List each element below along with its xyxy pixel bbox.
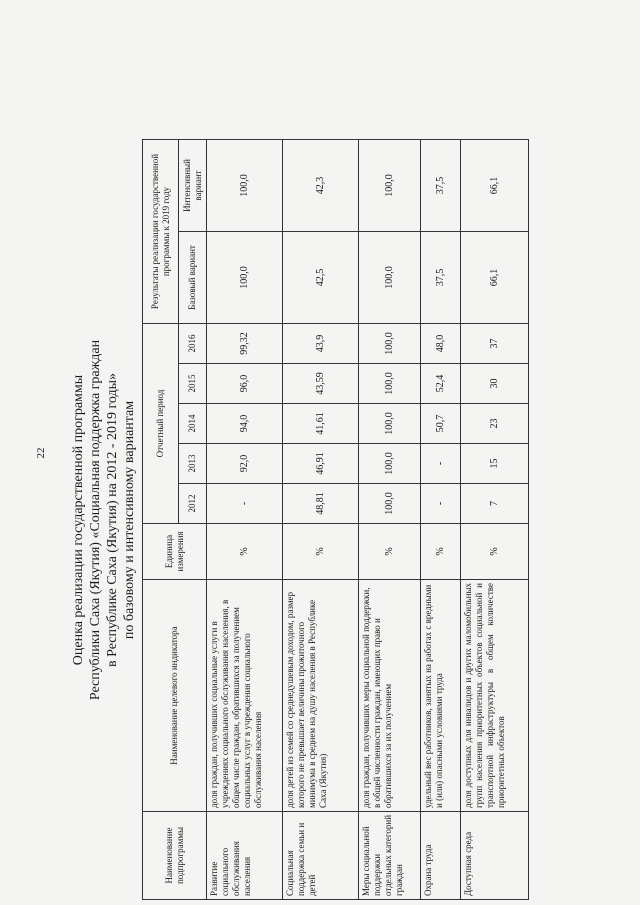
table-row bbox=[421, 139, 461, 899]
page-number: 22 bbox=[35, 447, 47, 459]
table-row bbox=[207, 139, 283, 899]
cell-intensive: 37,5 bbox=[421, 139, 461, 231]
cell-value: 43,9 bbox=[283, 324, 359, 364]
cell-indicator: доля детей из семей со среднедушевым доходом, размер которого не превышает величины прожиточного минимума в среднем на душу населения в Республике Саха (Якутия) bbox=[283, 580, 359, 812]
table-row bbox=[283, 139, 359, 899]
cell-unit: % bbox=[283, 524, 359, 580]
cell-value: 43,59 bbox=[283, 364, 359, 404]
table-row bbox=[359, 139, 421, 899]
cell-value: 100,0 bbox=[359, 364, 421, 404]
cell-value: 100,0 bbox=[359, 324, 421, 364]
header-year-2013: 2013 bbox=[179, 444, 207, 484]
header-base-variant: Базовый вариант bbox=[179, 232, 207, 324]
cell-value: 48,0 bbox=[421, 324, 461, 364]
cell-value: 23 bbox=[461, 404, 529, 444]
cell-intensive: 66,1 bbox=[461, 139, 529, 231]
cell-value: 100,0 bbox=[359, 404, 421, 444]
cell-base: 100,0 bbox=[359, 232, 421, 324]
cell-base: 42,5 bbox=[283, 232, 359, 324]
header-results: Результаты реализации государственной программы к 2019 году bbox=[143, 139, 179, 323]
cell-unit: % bbox=[207, 524, 283, 580]
cell-unit: % bbox=[461, 524, 529, 580]
header-intensive-variant: Интенсивный вариант bbox=[179, 139, 207, 231]
header-subprogram: Наименование подпрограммы bbox=[143, 812, 207, 900]
cell-subprogram: Социальная поддержка семьи и детей bbox=[283, 812, 359, 900]
cell-base: 66,1 bbox=[461, 232, 529, 324]
header-year-2012: 2012 bbox=[179, 484, 207, 524]
header-year-2015: 2015 bbox=[179, 364, 207, 404]
header-indicator: Наименование целевого индикатора bbox=[143, 580, 207, 812]
document-sheet bbox=[70, 140, 570, 900]
cell-value: 46,91 bbox=[283, 444, 359, 484]
cell-value: 41,61 bbox=[283, 404, 359, 444]
cell-value: 92,0 bbox=[207, 444, 283, 484]
cell-subprogram: Меры социальной поддержки отдельных категорий граждан bbox=[359, 812, 421, 900]
cell-intensive: 42,3 bbox=[283, 139, 359, 231]
cell-base: 100,0 bbox=[207, 232, 283, 324]
cell-value: 48,81 bbox=[283, 484, 359, 524]
cell-value: 100,0 bbox=[359, 484, 421, 524]
cell-value: 37 bbox=[461, 324, 529, 364]
cell-value: 30 bbox=[461, 364, 529, 404]
cell-subprogram: Доступная среда bbox=[461, 812, 529, 900]
title-line-3: в Республике Саха (Якутия) на 2012 - 2019 годы» bbox=[105, 373, 120, 667]
cell-value: 96,0 bbox=[207, 364, 283, 404]
cell-value: - bbox=[421, 444, 461, 484]
header-unit: Единица измерения bbox=[143, 524, 207, 580]
document-title bbox=[70, 140, 138, 900]
title-line-4: по базовому и интенсивному вариантам bbox=[122, 400, 137, 640]
cell-unit: % bbox=[421, 524, 461, 580]
cell-subprogram: Развитие социального обслуживания населения bbox=[207, 812, 283, 900]
header-year-2014: 2014 bbox=[179, 404, 207, 444]
cell-value: 50,7 bbox=[421, 404, 461, 444]
title-line-1: Оценка реализации государственной программы bbox=[71, 374, 86, 666]
cell-indicator: доля граждан, получивших меры социальной поддержки, в общей численности граждан, имеющих право и обратившихся за их получением bbox=[359, 580, 421, 812]
header-year-2016: 2016 bbox=[179, 324, 207, 364]
cell-indicator: доля граждан, получивших социальные услуги в учреждениях социального обслуживания населения, в общем числе граждан, обратившихся за получением социальных услуг в учреждения социального обслуживания населения bbox=[207, 580, 283, 812]
table-row bbox=[461, 139, 529, 899]
cell-value: 100,0 bbox=[359, 444, 421, 484]
indicators-table bbox=[142, 139, 529, 900]
cell-value: 7 bbox=[461, 484, 529, 524]
title-line-2: Республики Саха (Якутия) «Социальная поддержка граждан bbox=[88, 339, 103, 701]
cell-value: 15 bbox=[461, 444, 529, 484]
cell-subprogram: Охрана труда bbox=[421, 812, 461, 900]
cell-value: 94,0 bbox=[207, 404, 283, 444]
cell-value: 52,4 bbox=[421, 364, 461, 404]
header-reporting-period: Отчетный период bbox=[143, 324, 179, 524]
cell-value: - bbox=[421, 484, 461, 524]
cell-value: 99,32 bbox=[207, 324, 283, 364]
cell-intensive: 100,0 bbox=[359, 139, 421, 231]
cell-value: - bbox=[207, 484, 283, 524]
cell-base: 37,5 bbox=[421, 232, 461, 324]
cell-intensive: 100,0 bbox=[207, 139, 283, 231]
cell-unit: % bbox=[359, 524, 421, 580]
cell-indicator: доля доступных для инвалидов и других маломобильных групп населения приоритетных объектов социальной и транспортной инфраструктуры в общем количестве приоритетных объектов bbox=[461, 580, 529, 812]
cell-indicator: удельный вес работников, занятых на работах с вредными и (или) опасными условиями труда bbox=[421, 580, 461, 812]
